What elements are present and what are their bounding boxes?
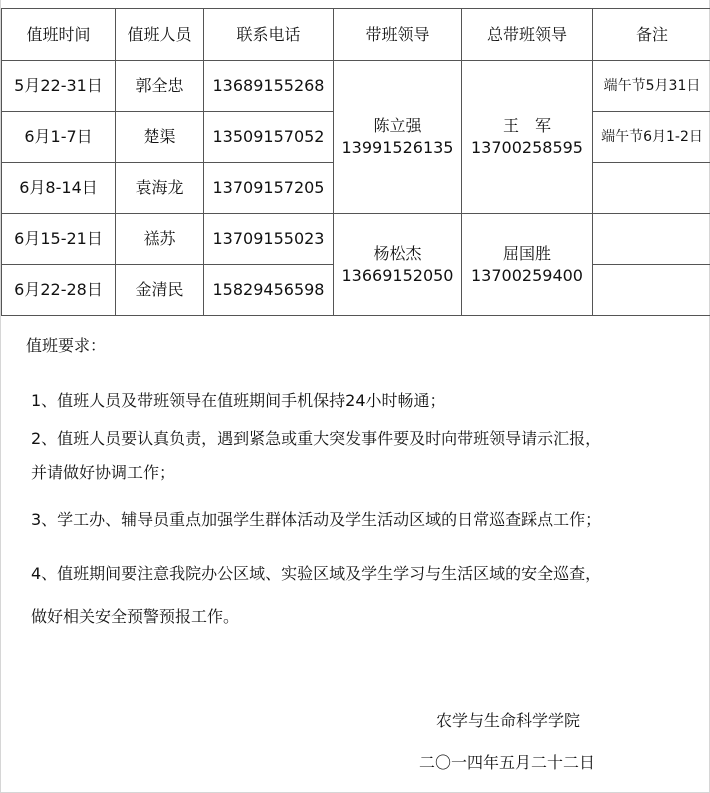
- cell-remark: [593, 214, 710, 265]
- chief-leader-phone: 13700259400: [471, 265, 583, 285]
- signature-organization: 农学与生命科学学院: [436, 711, 581, 730]
- requirement-item-2: 2、值班人员要认真负责，遇到紧急或重大突发事件要及时向带班领导请示汇报，: [31, 429, 602, 448]
- requirement-item-1: 1、值班人员及带班领导在值班期间手机保持24小时畅通；: [31, 391, 446, 410]
- header-remark: 备注: [593, 9, 710, 61]
- chief-leader-name: 屈国胜: [502, 243, 551, 263]
- cell-chief-leader-group-1: [462, 61, 593, 214]
- cell-remark: [593, 163, 710, 214]
- cell-period: 5月22-31日: [2, 61, 116, 112]
- requirement-item-4: 4、值班期间要注意我院办公区域、实验区域及学生学习与生活区域的安全巡查，: [31, 564, 602, 583]
- cell-chief-leader-group-2: [462, 214, 593, 316]
- cell-phone: 13709155023: [204, 214, 334, 265]
- cell-period: 6月1-7日: [2, 112, 116, 163]
- header-shift-leader: 带班领导: [334, 9, 462, 61]
- shift-leader-phone: 13991526135: [341, 138, 454, 157]
- cell-remark: [593, 265, 710, 316]
- shift-leader-name: 杨松杰: [373, 243, 422, 263]
- table-header-row: [2, 9, 710, 61]
- requirement-item-3: 3、学工办、辅导员重点加强学生群体活动及学生活动区域的日常巡查踩点工作；: [31, 510, 602, 529]
- signature-date: 二〇一四年五月二十二日: [419, 753, 596, 772]
- chief-leader-name: 王 军: [502, 116, 551, 135]
- duty-schedule-table: [1, 8, 710, 316]
- cell-phone: 15829456598: [204, 265, 334, 316]
- cell-remark: 端午节6月1-2日: [593, 112, 710, 163]
- table-row: [2, 61, 710, 112]
- table-row: [2, 214, 710, 265]
- cell-remark: 端午节5月31日: [593, 61, 710, 112]
- cell-phone: 13689155268: [204, 61, 334, 112]
- shift-leader-name: 陈立强: [373, 116, 422, 135]
- cell-staff: 禚苏: [116, 214, 204, 265]
- chief-leader-phone: 13700258595: [471, 138, 583, 157]
- cell-staff: 袁海龙: [116, 163, 204, 214]
- cell-shift-leader-group-1: [334, 61, 462, 214]
- header-contact-phone: 联系电话: [204, 9, 334, 61]
- cell-staff: 金清民: [116, 265, 204, 316]
- header-chief-leader: 总带班领导: [462, 9, 593, 61]
- requirement-item-2-continued: 并请做好协调工作；: [31, 463, 176, 482]
- cell-staff: 楚渠: [116, 112, 204, 163]
- requirement-item-4-continued: 做好相关安全预警预报工作。: [31, 607, 240, 626]
- shift-leader-phone: 13669152050: [341, 265, 454, 285]
- header-duty-period: 值班时间: [2, 9, 116, 61]
- header-duty-staff: 值班人员: [116, 9, 204, 61]
- cell-shift-leader-group-2: [334, 214, 462, 316]
- cell-phone: 13709157205: [204, 163, 334, 214]
- cell-period: 6月8-14日: [2, 163, 116, 214]
- cell-period: 6月22-28日: [2, 265, 116, 316]
- cell-staff: 郭全忠: [116, 61, 204, 112]
- requirements-title: 值班要求：: [26, 336, 107, 355]
- cell-phone: 13509157052: [204, 112, 334, 163]
- cell-period: 6月15-21日: [2, 214, 116, 265]
